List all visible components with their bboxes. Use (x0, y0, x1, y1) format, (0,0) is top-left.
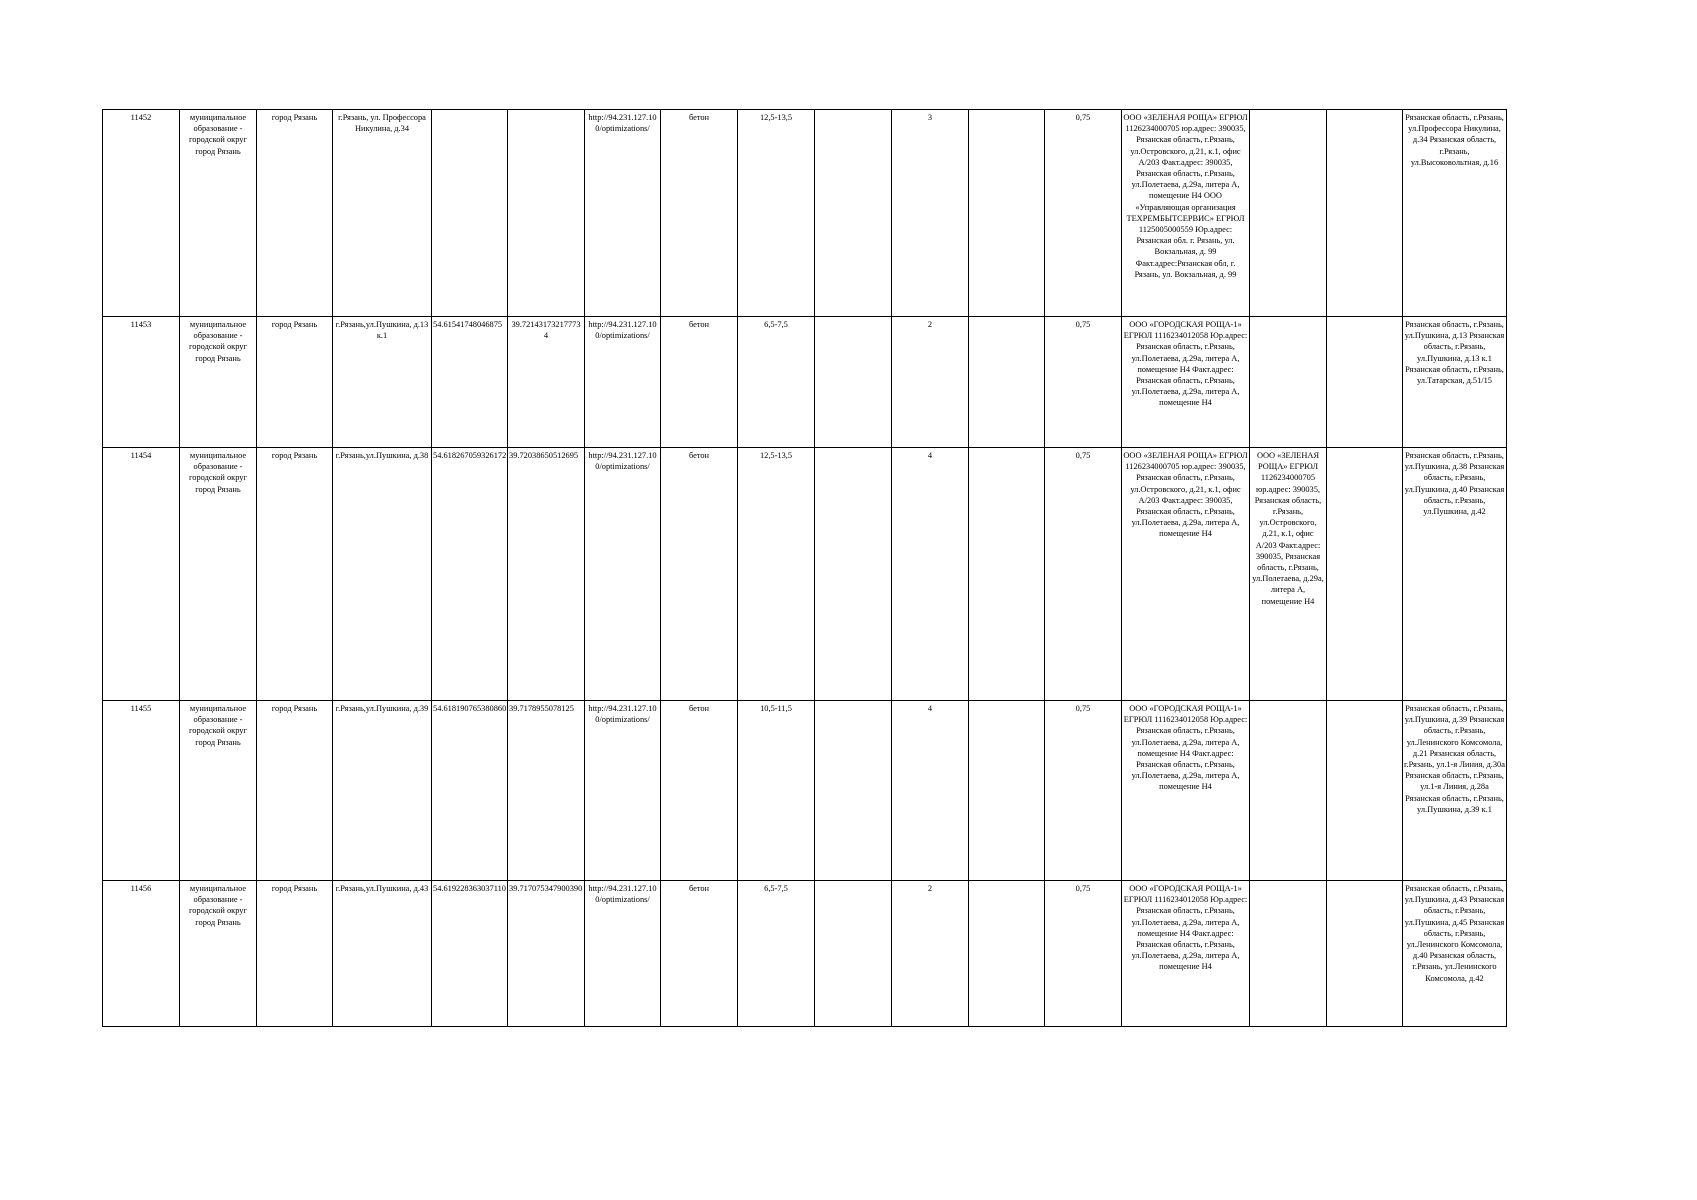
containers-cell: 2 (892, 881, 969, 1027)
waste-sources-cell: Рязанская область, г.Рязань, ул.Пушкина, д.39 Рязанская область, г.Рязань, ул.Ленинского Комсомола, д.21 Рязанская область, г.Рязань, ул.1-я Линия, д.30а Рязанская область, г.Рязань, ул.1-я Линия, д.28а Рязанская область, г.Рязань, ул.Пушкина, д.39 к.1 (1403, 701, 1507, 881)
operator-cell (1250, 317, 1327, 448)
waste-sources-cell: Рязанская область, г.Рязань, ул.Пушкина, д.38 Рязанская область, г.Рязань, ул.Пушкина, д.40 Рязанская область, г.Рязань, ул.Пушкина, д.42 (1403, 448, 1507, 701)
empty-cell (969, 317, 1045, 448)
volume-cell: 0,75 (1045, 110, 1122, 317)
latitude-cell (432, 110, 508, 317)
link-cell[interactable]: http://94.231.127.10 0/optimizations/ (585, 317, 661, 448)
owner-cell: ООО «ГОРОДСКАЯ РОЩА-1» ЕГРЮЛ 1116234012058 Юр.адрес: Рязанская область, г.Рязань, ул.Полетаева, д.29а, литера А, помещение Н4 Факт.адрес: Рязанская область, г.Рязань, ул.Полетаева, д.29а, литера А, помещение Н4 (1122, 701, 1250, 881)
empty-cell (1327, 448, 1403, 701)
table-row (103, 317, 1507, 448)
table-row (103, 701, 1507, 881)
containers-cell: 4 (892, 701, 969, 881)
volume-cell: 0,75 (1045, 881, 1122, 1027)
latitude-cell: 54.618190765380860 (432, 701, 508, 881)
address-cell: г.Рязань, ул. Профессора Никулина, д.34 (333, 110, 432, 317)
containers-cell: 4 (892, 448, 969, 701)
link-cell[interactable]: http://94.231.127.10 0/optimizations/ (585, 881, 661, 1027)
owner-cell: ООО «ЗЕЛЕНАЯ РОЩА» ЕГРЮЛ 1126234000705 юр.адрес: 390035, Рязанская область, г.Рязань, ул.Островского, д.21, к.1, офис А/203 Факт.адрес: 390035, Рязанская область, г.Рязань, ул.Полетаева, д.29а, литера А, помещение Н4 ООО «Управляющая организация ТЕХРЕМБЫТСЕРВИС» ЕГРЮЛ 1125005000559 Юр.адрес: Рязанская обл. г. Рязань, ул. Вокзальная, д. 99 Факт.адрес:Рязанская обл, г. Рязань, ул. Вокзальная, д. 99 (1122, 110, 1250, 317)
municipality-cell: муниципальное образование - городской округ город Рязань (180, 448, 257, 701)
surface-cell: бетон (661, 881, 738, 1027)
volume-cell: 0,75 (1045, 448, 1122, 701)
address-cell: г.Рязань,ул.Пушкина, д.43 (333, 881, 432, 1027)
row-id: 11454 (103, 448, 180, 701)
empty-cell (969, 110, 1045, 317)
area-cell: 6,5-7,5 (738, 881, 815, 1027)
row-id: 11452 (103, 110, 180, 317)
latitude-cell: 54.618267059326172 (432, 448, 508, 701)
empty-cell (1327, 881, 1403, 1027)
settlement-cell: город Рязань (257, 110, 333, 317)
address-cell: г.Рязань,ул.Пушкина, д.38 (333, 448, 432, 701)
row-id: 11455 (103, 701, 180, 881)
empty-cell (815, 317, 892, 448)
settlement-cell: город Рязань (257, 448, 333, 701)
waste-sources-cell: Рязанская область, г.Рязань, ул.Пушкина, д.13 Рязанская область, г.Рязань, ул.Пушкина, д.13 к.1 Рязанская область, г.Рязань, ул.Татарская, д.51/15 (1403, 317, 1507, 448)
empty-cell (969, 448, 1045, 701)
empty-cell (815, 881, 892, 1027)
table-row (103, 110, 1507, 317)
longitude-cell: 39.7178955078125 (508, 701, 585, 881)
area-cell: 12,5-13,5 (738, 448, 815, 701)
link-cell[interactable]: http://94.231.127.10 0/optimizations/ (585, 110, 661, 317)
empty-cell (815, 110, 892, 317)
owner-cell: ООО «ГОРОДСКАЯ РОЩА-1» ЕГРЮЛ 1116234012058 Юр.адрес: Рязанская область, г.Рязань, ул.Полетаева, д.29а, литера А, помещение Н4 Факт.адрес: Рязанская область, г.Рязань, ул.Полетаева, д.29а, литера А, помещение Н4 (1122, 881, 1250, 1027)
longitude-cell (508, 110, 585, 317)
empty-cell (969, 881, 1045, 1027)
operator-cell (1250, 110, 1327, 317)
volume-cell: 0,75 (1045, 701, 1122, 881)
owner-cell: ООО «ЗЕЛЕНАЯ РОЩА» ЕГРЮЛ 1126234000705 юр.адрес: 390035, Рязанская область, г.Рязань, ул.Островского, д.21, к.1, офис А/203 Факт.адрес: 390035, Рязанская область, г.Рязань, ул.Полетаева, д.29а, литера А, помещение Н4 (1122, 448, 1250, 701)
area-cell: 10,5-11,5 (738, 701, 815, 881)
surface-cell: бетон (661, 110, 738, 317)
containers-cell: 2 (892, 317, 969, 448)
municipality-cell: муниципальное образование - городской округ город Рязань (180, 881, 257, 1027)
empty-cell (1327, 701, 1403, 881)
operator-cell (1250, 701, 1327, 881)
table-row (103, 448, 1507, 701)
empty-cell (815, 701, 892, 881)
empty-cell (969, 701, 1045, 881)
settlement-cell: город Рязань (257, 317, 333, 448)
containers-cell: 3 (892, 110, 969, 317)
link-cell[interactable]: http://94.231.127.10 0/optimizations/ (585, 701, 661, 881)
address-cell: г.Рязань,ул.Пушкина, д.39 (333, 701, 432, 881)
operator-cell (1250, 881, 1327, 1027)
longitude-cell: 39.717075347900390 (508, 881, 585, 1027)
waste-sources-cell: Рязанская область, г.Рязань, ул.Профессора Никулина, д.34 Рязанская область, г.Рязань, ул.Высоковольтная, д.16 (1403, 110, 1507, 317)
address-cell: г.Рязань,ул.Пушкина, д.13 к.1 (333, 317, 432, 448)
area-cell: 6,5-7,5 (738, 317, 815, 448)
municipality-cell: муниципальное образование - городской округ город Рязань (180, 317, 257, 448)
longitude-cell: 39.72143173217773 4 (508, 317, 585, 448)
row-id: 11456 (103, 881, 180, 1027)
latitude-cell: 54.619228363037110 (432, 881, 508, 1027)
row-id: 11453 (103, 317, 180, 448)
settlement-cell: город Рязань (257, 881, 333, 1027)
empty-cell (1327, 317, 1403, 448)
table-row (103, 881, 1507, 1027)
operator-cell: ООО «ЗЕЛЕНАЯ РОЩА» ЕГРЮЛ 1126234000705 юр.адрес: 390035, Рязанская область, г.Рязань, ул.Островского, д.21, к.1, офис А/203 Факт.адрес: 390035, Рязанская область, г.Рязань, ул.Полетаева, д.29а, литера А, помещение Н4 (1250, 448, 1327, 701)
surface-cell: бетон (661, 317, 738, 448)
registry-table (102, 109, 1507, 1027)
link-cell[interactable]: http://94.231.127.10 0/optimizations/ (585, 448, 661, 701)
empty-cell (815, 448, 892, 701)
empty-cell (1327, 110, 1403, 317)
volume-cell: 0,75 (1045, 317, 1122, 448)
owner-cell: ООО «ГОРОДСКАЯ РОЩА-1» ЕГРЮЛ 1116234012058 Юр.адрес: Рязанская область, г.Рязань, ул.Полетаева, д.29а, литера А, помещение Н4 Факт.адрес: Рязанская область, г.Рязань, ул.Полетаева, д.29а, литера А, помещение Н4 (1122, 317, 1250, 448)
settlement-cell: город Рязань (257, 701, 333, 881)
surface-cell: бетон (661, 448, 738, 701)
area-cell: 12,5-13,5 (738, 110, 815, 317)
municipality-cell: муниципальное образование - городской округ город Рязань (180, 701, 257, 881)
waste-sources-cell: Рязанская область, г.Рязань, ул.Пушкина, д.43 Рязанская область, г.Рязань, ул.Пушкина, д.45 Рязанская область, г.Рязань, ул.Ленинского Комсомола, д.40 Рязанская область, г.Рязань, ул.Ленинского Комсомола, д.42 (1403, 881, 1507, 1027)
latitude-cell: 54.61541748046875 (432, 317, 508, 448)
longitude-cell: 39.72038650512695 (508, 448, 585, 701)
surface-cell: бетон (661, 701, 738, 881)
municipality-cell: муниципальное образование - городской округ город Рязань (180, 110, 257, 317)
